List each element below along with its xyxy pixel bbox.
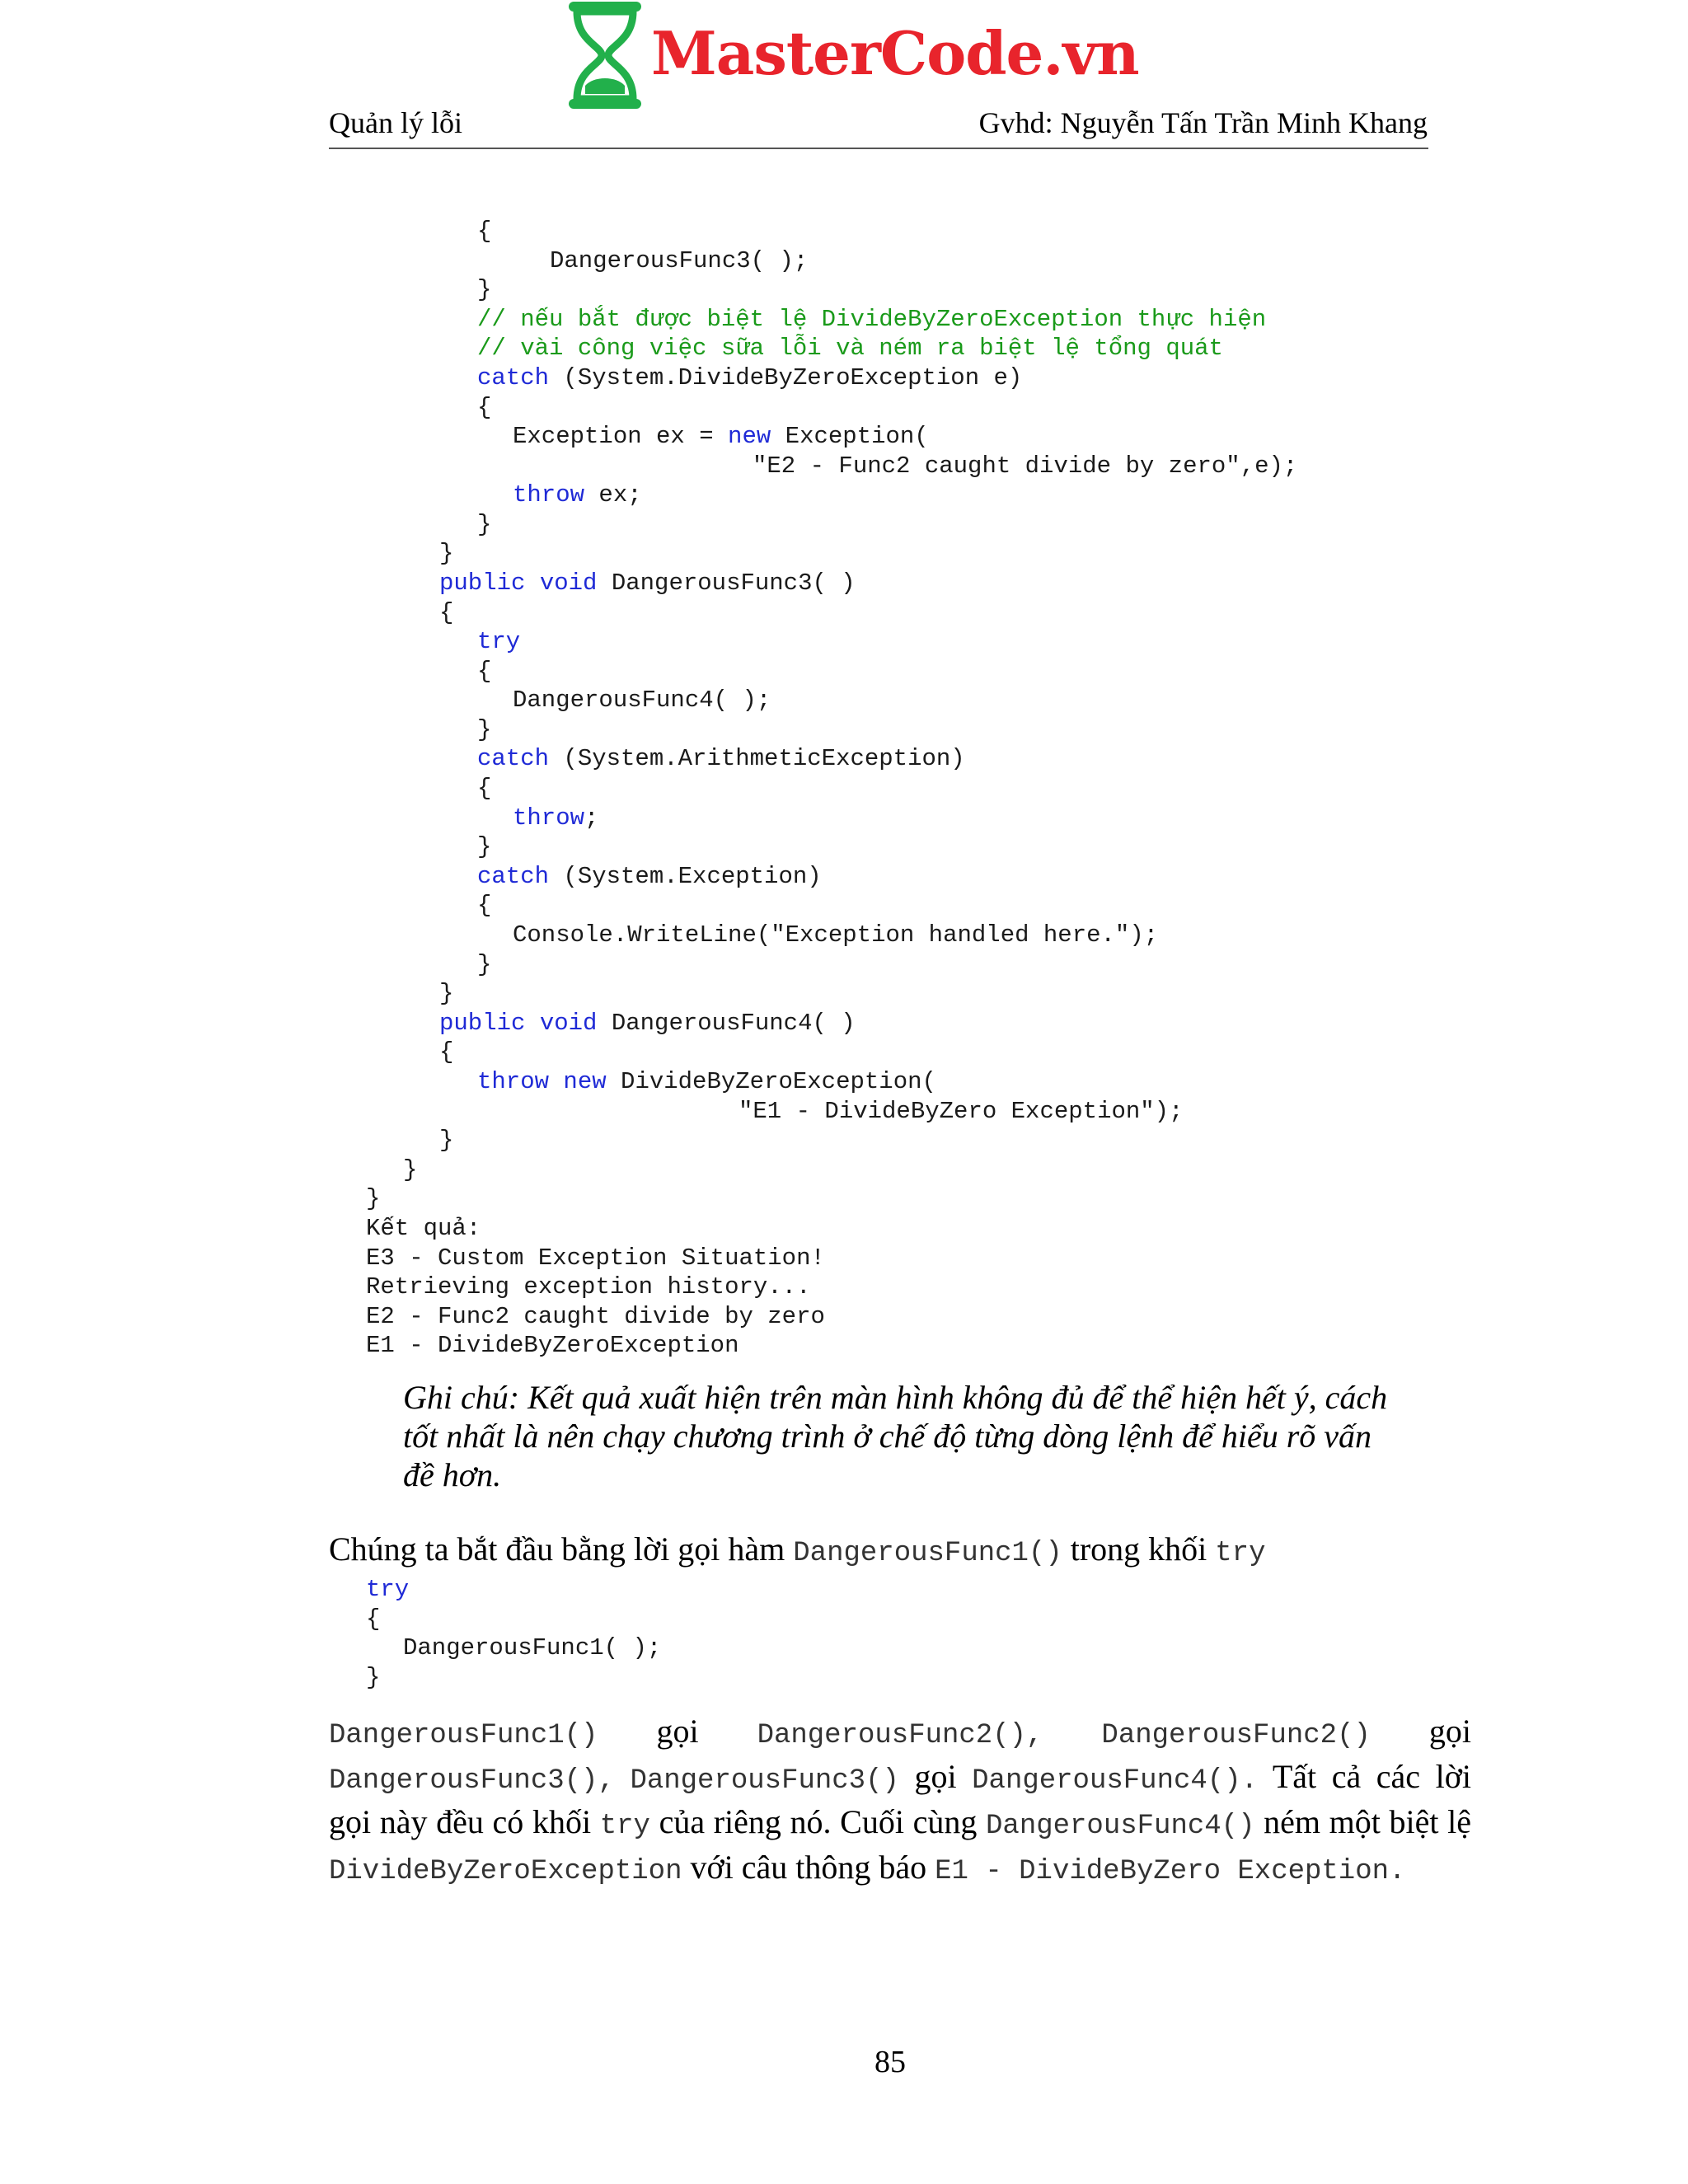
code-line: { [366,1605,381,1633]
header-chapter-title: Quản lý lỗi [329,106,462,139]
code-line: { [439,599,454,626]
code-line: { [477,218,492,245]
output-line: E1 - DivideByZeroException [366,1332,739,1359]
intro-sentence: Chúng ta bắt đầu bằng lời gọi hàm DangerousFunc1() trong khối try [329,1530,1266,1569]
header-divider [329,148,1428,149]
code-line: } [439,540,454,567]
code-line: } [366,1664,381,1691]
code-line: throw ex; [513,481,642,509]
code-comment: // nếu bắt được biệt lệ DivideByZeroException thực hiện [477,306,1267,333]
code-line: } [403,1156,418,1183]
code-line: { [477,775,492,802]
code-line: DangerousFunc1( ); [403,1634,662,1661]
code-line: } [439,980,454,1007]
brand-name: MasterCode.vn [651,18,1139,88]
hourglass-icon [565,0,645,110]
code-line: catch (System.ArithmeticException) [477,745,965,772]
code-line: } [366,1185,381,1212]
code-line: "E1 - DivideByZero Exception"); [738,1098,1184,1125]
code-comment: // vài công việc sữa lỗi và ném ra biệt lệ tổng quát [477,335,1223,362]
code-line: public void DangerousFunc4( ) [439,1010,856,1037]
code-line: } [477,833,492,860]
code-line: Console.WriteLine("Exception handled here."); [513,921,1159,949]
code-line: "E2 - Func2 caught divide by zero",e); [753,452,1298,480]
code-line: catch (System.DivideByZeroException e) [477,364,1023,391]
code-line: } [477,276,492,303]
output-line: E3 - Custom Exception Situation! [366,1244,825,1272]
header-instructor: Gvhd: Nguyễn Tấn Trần Minh Khang [978,106,1428,139]
code-line: try [366,1576,410,1603]
code-line: catch (System.Exception) [477,863,822,890]
output-line: E2 - Func2 caught divide by zero [366,1303,825,1330]
code-line: throw; [513,804,599,832]
code-line: } [477,511,492,538]
code-line: throw new DivideByZeroException( [477,1068,936,1095]
code-line: } [477,951,492,978]
code-line: Exception ex = new Exception( [513,423,929,450]
code-line: { [439,1038,454,1066]
code-line: { [477,394,492,421]
code-line: DangerousFunc4( ); [513,687,771,714]
output-label: Kết quả: [366,1215,481,1242]
page-number: 85 [874,2045,906,2079]
code-line: { [477,658,492,685]
code-line: { [477,892,492,919]
code-line: try [477,628,521,655]
code-line: public void DangerousFunc3( ) [439,569,856,597]
code-line: } [477,716,492,743]
note-paragraph: Ghi chú: Kết quả xuất hiện trên màn hình không đủ để thể hiện hết ý, cách tốt nhất là nên chạy chương trình ở chế độ từng dòng lệnh để hiểu rõ vấn đề hơn. [403,1379,1388,1493]
output-line: Retrieving exception history... [366,1273,811,1301]
mastercode-logo [565,0,1142,110]
code-line: } [439,1127,454,1154]
explanation-paragraph: DangerousFunc1() gọi DangerousFunc2(), DangerousFunc2() gọi DangerousFunc3(), DangerousFunc3() gọi DangerousFunc4(). Tất cả các lời gọi này đều có khối try của riêng nó. Cuối cùng DangerousFunc4() ném một biệt lệ DivideByZeroException với câu thông báo E1 - DivideByZero Exception. [329,1713,1471,1887]
code-line: DangerousFunc3( ); [550,247,809,274]
